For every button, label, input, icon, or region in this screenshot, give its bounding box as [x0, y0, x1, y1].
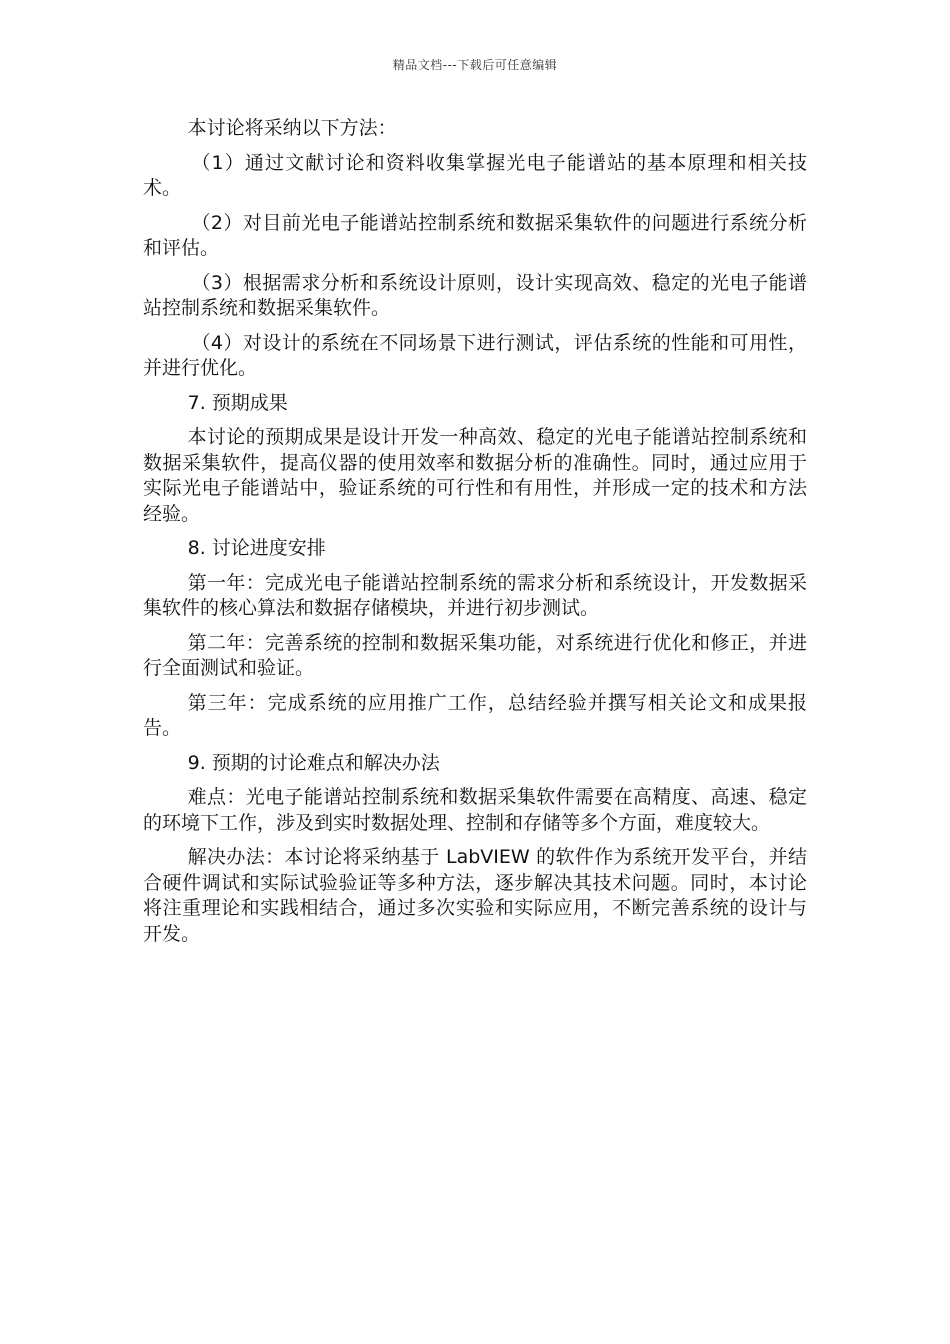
schedule-year-1: 第一年：完成光电子能谱站控制系统的需求分析和系统设计，开发数据采集软件的核心算法和数据存储模块，并进行初步测试。	[143, 571, 807, 619]
schedule-year-3: 第三年：完成系统的应用推广工作，总结经验并撰写相关论文和成果报告。	[143, 691, 807, 739]
intro-paragraph: 本讨论将采纳以下方法：	[187, 117, 397, 139]
section-heading-expected-results: 7. 预期成果	[187, 391, 288, 414]
difficulties-paragraph: 难点：光电子能谱站控制系统和数据采集软件需要在高精度、高速、稳定的环境下工作，涉及到实时数据处理、控制和存储等多个方面，难度较大。	[143, 786, 807, 834]
solutions-paragraph: 解决办法：本讨论将采纳基于 LabVIEW 的软件作为系统开发平台，并结合硬件调试和实际试验验证等多种方法，逐步解决其技术问题。同时，本讨论将注重理论和实践相结合，通过多次实验和实际应用，不断完善系统的设计与开发。	[143, 846, 807, 945]
method-item-4: （4）对设计的系统在不同场景下进行测试，评估系统的性能和可用性，并进行优化。	[143, 331, 807, 379]
method-item-1: （1）通过文献讨论和资料收集掌握光电子能谱站的基本原理和相关技术。	[143, 151, 807, 199]
section-heading-schedule: 8. 讨论进度安排	[187, 537, 326, 559]
schedule-year-2: 第二年：完善系统的控制和数据采集功能，对系统进行优化和修正，并进行全面测试和验证。	[143, 631, 807, 679]
section-heading-difficulties: 9. 预期的讨论难点和解决办法	[187, 751, 440, 774]
page-header: 精品文档---下载后可任意编辑	[392, 58, 558, 72]
expected-results-paragraph: 本讨论的预期成果是设计开发一种高效、稳定的光电子能谱站控制系统和数据采集软件，提高仪器的使用效率和数据分析的准确性。同时，通过应用于实际光电子能谱站中，验证系统的可行性和有用性，并形成一定的技术和方法经验。	[143, 426, 807, 525]
document-body	[143, 116, 807, 956]
method-item-3: （3）根据需求分析和系统设计原则，设计实现高效、稳定的光电子能谱站控制系统和数据采集软件。	[143, 271, 807, 319]
method-item-2: （2）对目前光电子能谱站控制系统和数据采集软件的问题进行系统分析和评估。	[143, 211, 807, 259]
